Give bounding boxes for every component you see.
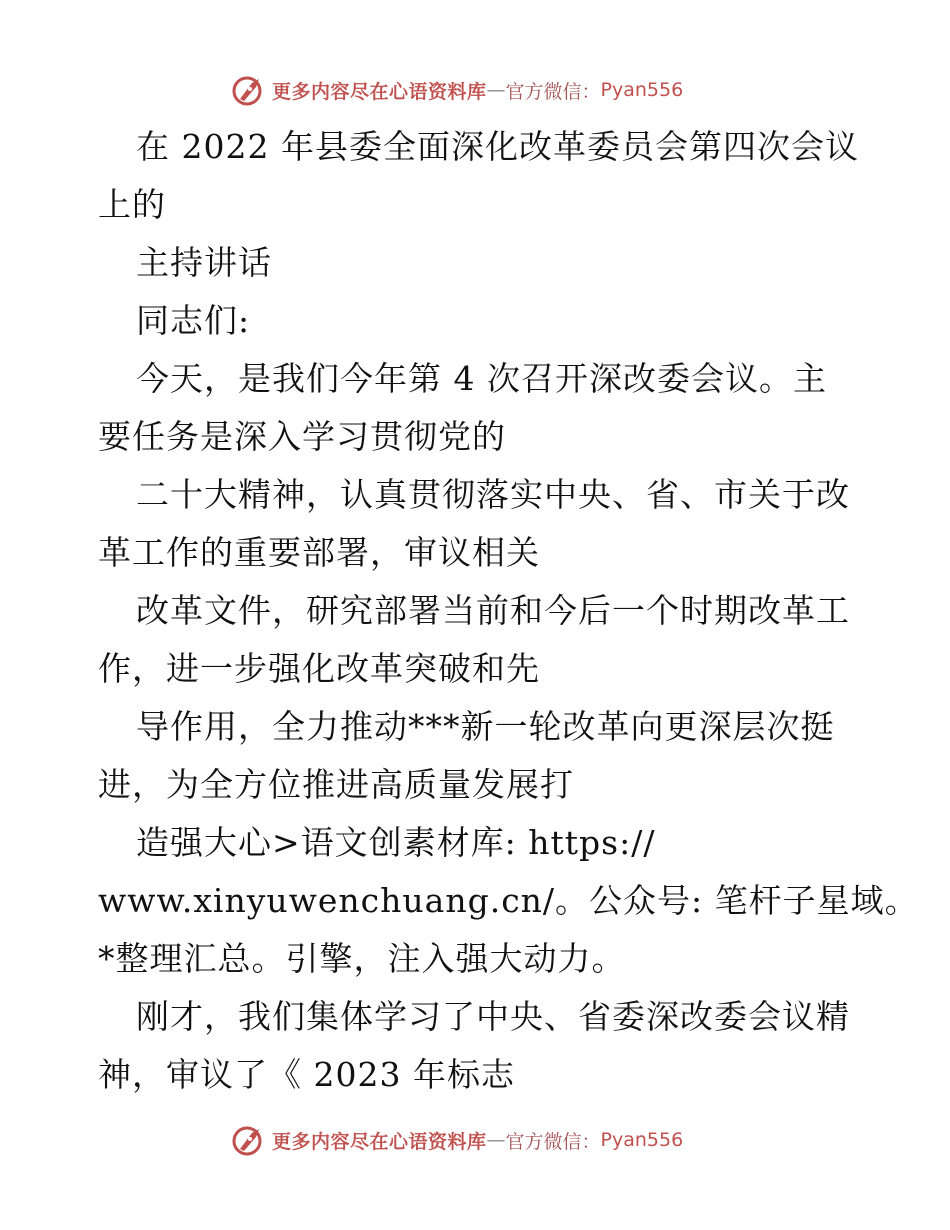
pen-nib-logo-icon [232, 1123, 266, 1157]
paragraph-line: 作，进一步强化改革突破和先 [98, 649, 540, 688]
watermark-sub-text: 官方微信： [505, 80, 601, 103]
paragraph-line: www.xinyuwenchuang.cn/。公众号: 笔杆子星域。 [98, 881, 919, 920]
paragraph-line: 二十大精神，认真贯彻落实中央、省、市关于改 [136, 475, 850, 514]
watermark-dash: — [486, 79, 506, 101]
pen-nib-logo-icon [232, 73, 266, 107]
paragraph-line: 革工作的重要部署，审议相关 [98, 533, 540, 572]
watermark-dash: — [486, 1129, 506, 1151]
watermark-wechat-id: Pyan556 [600, 1129, 684, 1151]
watermark-main-text: 更多内容尽在心语资料库 [272, 1130, 487, 1153]
salutation-line: 同志们: [136, 301, 251, 340]
watermark-wechat-id: Pyan556 [600, 79, 684, 101]
watermark-sub-text: 官方微信： [505, 1130, 601, 1153]
subtitle-line: 主持讲话 [136, 243, 272, 282]
document-body [98, 118, 919, 1104]
watermark-banner-top [232, 70, 712, 110]
paragraph-line: 进，为全方位推进高质量发展打 [98, 765, 574, 804]
paragraph-line: 改革文件，研究部署当前和今后一个时期改革工 [136, 591, 850, 630]
title-line-1: 在 2022 年县委全面深化改革委员会第四次会议 [136, 127, 859, 166]
paragraph-line: 刚才，我们集体学习了中央、省委深改委会议精 [136, 997, 850, 1036]
paragraph-line: 造强大心>语文创素材库: https:// [136, 823, 656, 862]
paragraph-line: 导作用，全力推动***新一轮改革向更深层次挺 [136, 707, 835, 746]
watermark-banner-bottom [232, 1120, 712, 1160]
watermark-main-text: 更多内容尽在心语资料库 [272, 80, 487, 103]
paragraph-line: 今天，是我们今年第 4 次召开深改委会议。主 [136, 359, 827, 398]
paragraph-line: 神，审议了《 2023 年标志 [98, 1055, 515, 1094]
paragraph-line: *整理汇总。引擎，注入强大动力。 [98, 939, 626, 978]
paragraph-line: 要任务是深入学习贯彻党的 [98, 417, 506, 456]
title-line-2: 上的 [98, 185, 166, 224]
